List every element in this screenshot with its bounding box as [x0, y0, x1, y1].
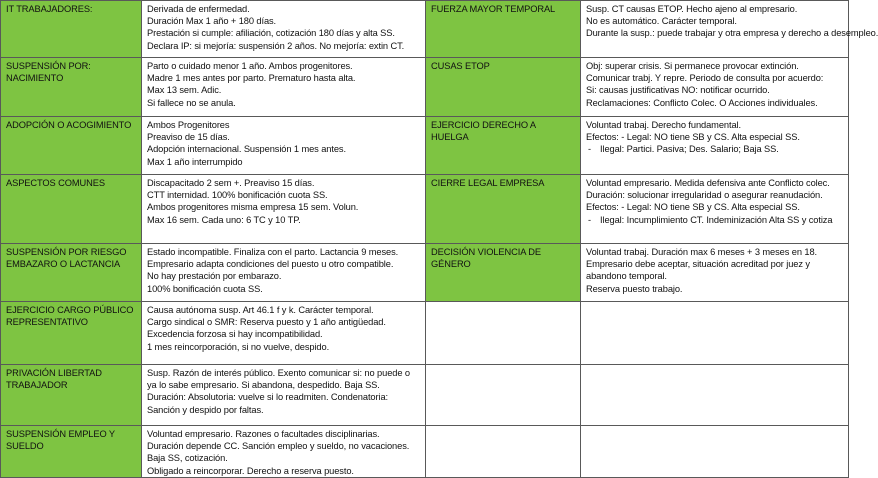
empty-cell: [426, 302, 581, 365]
section-header: [1, 175, 142, 244]
table-row: [1, 117, 849, 175]
section-content: [142, 58, 426, 117]
content-line: Estado incompatible. Finaliza con el parto. Lactancia 9 meses.: [147, 247, 399, 257]
bullet-line: - Ilegal: Partici. Pasiva; Des. Salario; Baja SS.: [586, 143, 843, 155]
section-title: DECISIÓN VIOLENCIA DE GÉNERO: [431, 247, 542, 270]
section-content: [142, 244, 426, 302]
section-title: SUSPENSIÓN POR RIESGO EMBAZARO O LACTANCIA: [6, 247, 127, 270]
content-line: Discapacitado 2 sem +. Preaviso 15 días.: [147, 178, 315, 188]
content-line: Efectos: - Legal: NO tiene SB y CS. Alta especial SS.: [586, 132, 800, 143]
content-line: Durante la susp.: puede trabajar y otra empresa y derecho a desempleo.: [586, 28, 878, 39]
content-line: Reclamaciones: Conflicto Colec. O Acciones individuales.: [586, 97, 818, 108]
content-line: Declara IP: si mejoría: suspensión 2 años. No mejoría: extin CT.: [147, 40, 405, 51]
empty-cell: [581, 426, 849, 478]
content-line: Parto o cuidado menor 1 año. Ambos progenitores.: [147, 61, 353, 71]
bullet-line: - Ilegal: Incumplimiento CT. Indeminización Alta SS y cotiza: [586, 214, 843, 226]
content-line: Duración: Absolutoria: vuelve si lo readmiten. Condenatoria: Sanción y despido por faltas.: [147, 392, 389, 415]
content-line: Causa autónoma susp. Art 46.1 f y k. Carácter temporal.: [147, 305, 374, 315]
empty-cell: [426, 365, 581, 426]
section-content: [581, 58, 849, 117]
content-line: Comunicar trabj. Y repre. Periodo de consulta por acuerdo:: [586, 73, 824, 84]
section-header: [1, 117, 142, 175]
content-line: Reserva puesto trabajo.: [586, 283, 683, 294]
section-title: CIERRE LEGAL EMPRESA: [431, 178, 545, 188]
content-line: 100% bonificación cuota SS.: [147, 283, 263, 294]
content-line: Obligado a reincorporar. Derecho a reserva puesto.: [147, 465, 354, 476]
content-line: Max 1 año interrumpido: [147, 156, 243, 167]
empty-cell: [426, 426, 581, 478]
content-line: No es automático. Carácter temporal.: [586, 16, 737, 27]
section-header: [1, 1, 142, 58]
table-row: [1, 302, 849, 365]
content-line: No hay prestación por embarazo.: [147, 271, 282, 282]
content-line: Preaviso de 15 días.: [147, 132, 230, 143]
content-line: Obj: superar crisis. Si permanece provocar extinción.: [586, 61, 799, 71]
section-header: [1, 426, 142, 478]
section-title: FUERZA MAYOR TEMPORAL: [431, 4, 556, 14]
table-row: [1, 175, 849, 244]
content-line: Prestación si cumple: afiliación, cotización 180 días y alta SS.: [147, 28, 395, 39]
table-row: [1, 365, 849, 426]
content-line: Duración Max 1 año + 180 días.: [147, 16, 277, 27]
section-header: [1, 58, 142, 117]
content-line: Cargo sindical o SMR: Reserva puesto y 1 año antigüedad.: [147, 317, 386, 328]
section-header: [1, 365, 142, 426]
section-title: ASPECTOS COMUNES: [6, 178, 105, 188]
content-line: Voluntad trabaj. Duración max 6 meses + 3 meses en 18. Empresario debe aceptar, situación acreditad por juez y abandono temporal.: [586, 247, 818, 282]
content-line: Adopción internacional. Suspensión 1 mes antes.: [147, 144, 346, 155]
content-line: Ambos Progenitores: [147, 120, 230, 130]
section-title: SUSPENSIÓN EMPLEO Y SUELDO: [6, 429, 115, 452]
content-line: Derivada de enfermedad.: [147, 4, 250, 14]
content-line: Susp. Razón de interés público. Exento comunicar si: no puede o ya lo sabe empresario. Si abandona, despedido. Baja SS.: [147, 368, 410, 391]
section-content: [142, 302, 426, 365]
section-header: [426, 1, 581, 58]
content-line: Voluntad trabaj. Derecho fundamental.: [586, 120, 741, 130]
section-header: [1, 244, 142, 302]
content-line: Max 13 sem. Adic.: [147, 85, 222, 96]
content-line: Susp. CT causas ETOP. Hecho ajeno al empresario.: [586, 4, 798, 14]
section-content: [581, 117, 849, 175]
section-header: [426, 175, 581, 244]
section-content: [142, 1, 426, 58]
section-title: ADOPCIÓN O ACOGIMIENTO: [6, 120, 132, 130]
section-header: [426, 244, 581, 302]
table-row: [1, 58, 849, 117]
content-line: Excedencia forzosa si hay incompatibilidad.: [147, 329, 323, 340]
section-title: EJERCICIO CARGO PÚBLICO REPRESENTATIVO: [6, 305, 134, 328]
section-content: [581, 175, 849, 244]
table-row: [1, 244, 849, 302]
section-content: [581, 244, 849, 302]
section-title: SUSPENSIÓN POR: NACIMIENTO: [6, 61, 91, 84]
section-header: [1, 302, 142, 365]
section-content: [581, 1, 878, 58]
content-line: Si fallece no se anula.: [147, 97, 236, 108]
content-line: 1 mes reincorporación, si no vuelve, despido.: [147, 341, 330, 352]
content-line: Empresario adapta condiciones del puesto u otro compatible.: [147, 259, 394, 270]
section-header: [426, 117, 581, 175]
section-content: [142, 426, 426, 478]
section-content: [142, 365, 426, 426]
section-title: CUSAS ETOP: [431, 61, 490, 71]
content-line: Madre 1 mes antes por parto. Prematuro hasta alta.: [147, 73, 356, 84]
section-title: PRIVACIÓN LIBERTAD TRABAJADOR: [6, 368, 102, 391]
empty-cell: [581, 365, 849, 426]
table-row: [1, 1, 849, 58]
section-header: [426, 58, 581, 117]
summary-table-body: [1, 1, 878, 478]
section-title: EJERCICIO DERECHO A HUELGA: [431, 120, 536, 143]
content-line: Voluntad empresario. Razones o facultades disciplinarias.: [147, 429, 380, 439]
section-content: [142, 175, 426, 244]
table-row: [1, 426, 849, 478]
content-line: Duración depende CC. Sanción empleo y sueldo, no vacaciones. Baja SS, cotización.: [147, 441, 410, 464]
content-line: Si: causas justificativas NO: notificar ocurrido.: [586, 85, 770, 96]
content-line: Voluntad empresario. Medida defensiva ante Conflicto colec. Duración: solucionar irregularidad o asegurar reanudación. Efectos: - Legal: NO tiene SB y CS. Alta especial SS.: [586, 178, 830, 213]
content-line: Max 16 sem. Cada uno: 6 TC y 10 TP.: [147, 214, 301, 225]
section-content: [142, 117, 426, 175]
content-line: Ambos progenitores misma empresa 15 sem. Volun.: [147, 202, 359, 213]
section-title: IT TRABAJADORES:: [6, 4, 93, 14]
content-line: CTT internidad. 100% bonificación cuota SS.: [147, 190, 328, 201]
empty-cell: [581, 302, 849, 365]
